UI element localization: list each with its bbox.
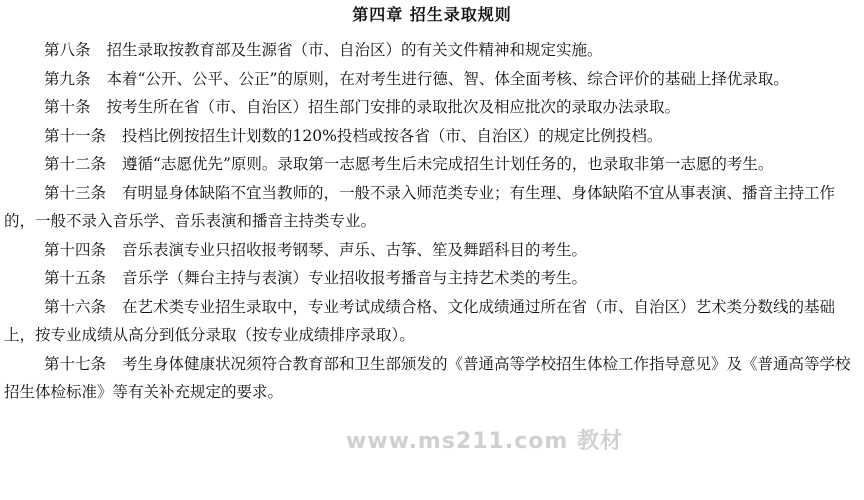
- article-text: 按考生所在省（市、自治区）招生部门安排的录取批次及相应批次的录取办法录取。: [106, 98, 681, 116]
- article-text: 考生身体健康状况须符合教育部和卫生部颁发的《普通高等学校招生体检工作指导意见》及《普通高等学校招生体检标准》等有关补充规定的要求。: [4, 354, 851, 401]
- site-watermark: www.ms211.com 教材: [346, 429, 623, 454]
- article-9: [4, 65, 860, 94]
- article-number: 第十七条: [44, 354, 107, 373]
- chapter-title: 第四章 招生录取规则: [352, 5, 512, 24]
- article-number: 第十条: [44, 98, 91, 116]
- article-text: 招生录取按教育部及生源省（市、自治区）的有关文件精神和规定实施。: [106, 41, 603, 59]
- article-text: 投档比例按招生计划数的120%投档或按各省（市、自治区）的规定比例投档。: [122, 126, 663, 145]
- article-text: 遵循“志愿优先”原则。录取第一志愿考生后未完成招生计划任务的，也录取非第一志愿的考生。: [122, 155, 774, 173]
- article-17: [4, 350, 860, 407]
- article-number: 第十四条: [44, 240, 107, 259]
- article-text: 音乐学（舞台主持与表演）专业招收报考播音与主持艺术类的考生。: [122, 269, 588, 287]
- article-10: [4, 93, 860, 122]
- article-number: 第八条: [44, 41, 91, 59]
- article-14: [4, 236, 860, 265]
- article-number: 第十二条: [44, 155, 107, 173]
- article-text: 本着“公开、公平、公正”的原则，在对考生进行德、智、体全面考核、综合评价的基础上择优录取。: [106, 69, 789, 88]
- article-number: 第十一条: [44, 126, 107, 145]
- article-number: 第十五条: [44, 269, 107, 287]
- article-11: [4, 122, 860, 151]
- article-number: 第十六条: [44, 297, 107, 316]
- article-text: 有明显身体缺陷不宜当教师的，一般不录入师范类专业；有生理、身体缺陷不宜从事表演、播音主持工作的，一般不录入音乐学、音乐表演和播音主持类专业。: [4, 183, 836, 230]
- article-text: 在艺术类专业招生录取中，专业考试成绩合格、文化成绩通过所在省（市、自治区）艺术类分数线的基础上，按专业成绩从高分到低分录取（按专业成绩排序录取）。: [4, 297, 836, 344]
- article-8: [4, 36, 860, 65]
- article-number: 第九条: [44, 69, 91, 88]
- article-16: [4, 293, 860, 350]
- article-15: [4, 264, 860, 293]
- article-12: [4, 150, 860, 179]
- article-number: 第十三条: [44, 183, 107, 202]
- article-text: 音乐表演专业只招收报考钢琴、声乐、古筝、笙及舞蹈科目的考生。: [122, 240, 588, 259]
- article-list: [4, 36, 860, 407]
- article-13: [4, 179, 860, 236]
